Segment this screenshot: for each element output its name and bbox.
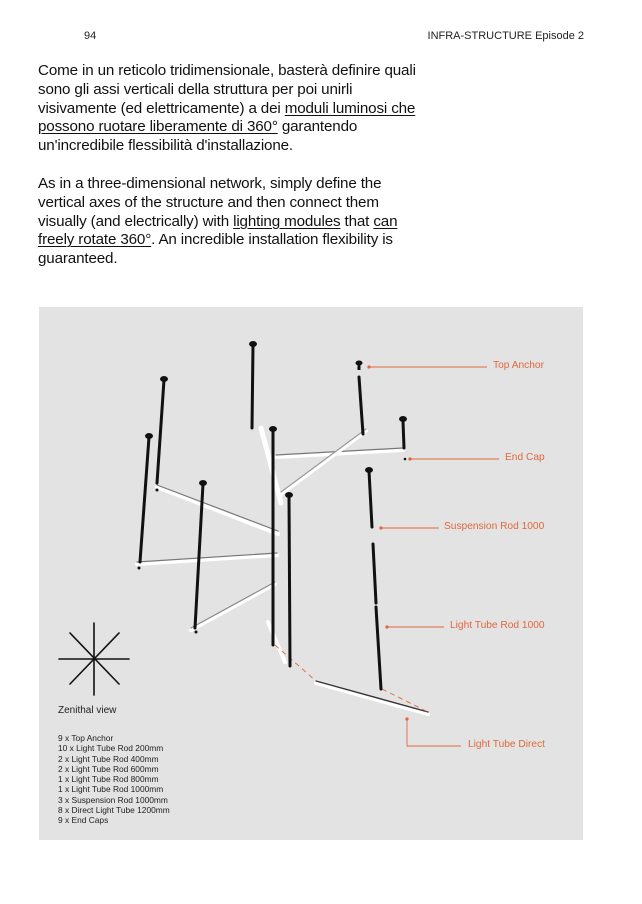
rod-8	[400, 417, 407, 449]
text-span: As in a three-dimensional network, simply define the vertical axes of the structure and then connect them visually (and electrically) with	[38, 175, 382, 230]
parts-list-item: 2 x Light Tube Rod 600mm	[58, 763, 159, 774]
rod-2	[140, 434, 153, 563]
light-tube-4	[261, 428, 281, 503]
parts-list-item: 1 x Light Tube Rod 800mm	[58, 774, 159, 785]
page-number: 94	[84, 30, 97, 42]
parts-list-item: 1 x Light Tube Rod 1000mm	[58, 784, 164, 795]
callout-top-anchor: Top Anchor	[493, 360, 544, 371]
end-cap-icon	[404, 458, 407, 461]
dashed-guides	[275, 645, 428, 712]
callout-leaders	[368, 366, 499, 746]
parts-list-item: 3 x Suspension Rod 1000mm	[58, 794, 168, 805]
running-title: INFRA-STRUCTURE Episode 2	[427, 30, 584, 42]
end-cap-icon	[195, 631, 198, 634]
suspension-rod-lower	[373, 544, 376, 603]
callout-end-cap: End Cap	[505, 452, 545, 463]
text-span: that	[340, 212, 374, 230]
leader-light-tube-direct	[407, 719, 461, 746]
light-tube-rod	[376, 607, 381, 689]
text-span: garantendo un'incredibile flessibilità d'installazione.	[38, 118, 358, 155]
rods	[140, 342, 407, 690]
underlined-text: can freely rotate 360°	[38, 212, 398, 249]
light-tube-1	[157, 485, 278, 534]
top-anchor-icon	[356, 361, 363, 371]
zenithal-view-label: Zenithal view	[58, 705, 117, 716]
suspension-rod	[366, 468, 373, 528]
light-tube-direct	[316, 681, 428, 714]
light-tube-3	[191, 582, 275, 630]
light-tubes	[137, 428, 428, 714]
paragraph-italian	[38, 62, 418, 156]
light-tube-6	[281, 429, 366, 494]
callout-light-tube-rod: Light Tube Rod 1000	[450, 620, 545, 631]
parts-list-item: 9 x End Caps	[58, 815, 109, 826]
parts-list	[58, 733, 170, 826]
text-span: . An incredible installation flexibility is guaranteed.	[38, 231, 393, 268]
underlined-text: moduli luminosi che possono ruotare liberamente di 360°	[38, 99, 416, 136]
rod-6	[286, 493, 293, 667]
end-cap-icon	[156, 489, 159, 492]
parts-list-item: 9 x Top Anchor	[58, 733, 114, 743]
light-tube-2	[137, 553, 277, 564]
parts-list-item: 2 x Light Tube Rod 400mm	[58, 753, 159, 764]
rod-7	[359, 377, 363, 434]
end-cap-icon	[138, 567, 141, 570]
zenithal-view-icon	[59, 623, 129, 695]
rod-1	[157, 377, 168, 484]
callout-light-tube-direct: Light Tube Direct	[468, 739, 546, 750]
underlined-text: lighting modules	[233, 212, 341, 230]
rod-3	[250, 342, 257, 429]
light-tube-7	[268, 622, 285, 662]
structure-diagram-panel	[39, 307, 583, 840]
parts-list-item: 8 x Direct Light Tube 1200mm	[58, 805, 170, 816]
callout-suspension-rod: Suspension Rod 1000	[444, 521, 545, 532]
text-span: Come in un reticolo tridimensionale, basterà definire quali sono gli assi verticali della struttura per poi unirli visivamente (ed elettricamente) a dei	[38, 62, 416, 117]
parts-list-item: 10 x Light Tube Rod 200mm	[58, 743, 164, 754]
paragraph-english	[38, 175, 418, 269]
